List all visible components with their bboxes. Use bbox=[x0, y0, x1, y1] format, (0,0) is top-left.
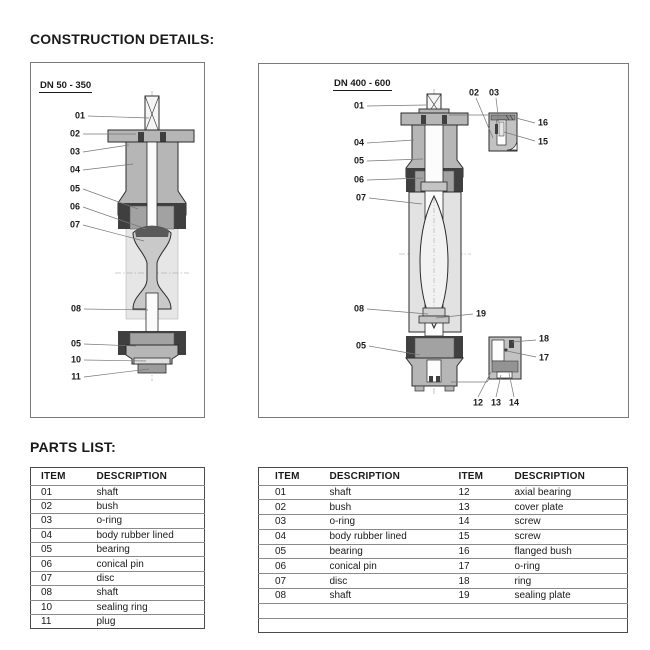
table-row bbox=[259, 515, 628, 530]
construction-details-title: CONSTRUCTION DETAILS: bbox=[30, 31, 215, 47]
table-cell: conical pin bbox=[316, 559, 459, 574]
table-row bbox=[259, 559, 628, 574]
table-cell: bush bbox=[316, 500, 459, 515]
table-cell: disc bbox=[316, 574, 459, 589]
table-row bbox=[259, 589, 628, 604]
callout-19: 19 bbox=[475, 308, 487, 319]
table-row bbox=[31, 557, 205, 571]
callout-06: 06 bbox=[69, 201, 81, 212]
diagram-dn50-350 bbox=[30, 62, 205, 418]
table-cell: 07 bbox=[31, 571, 88, 585]
callout-18: 18 bbox=[538, 333, 550, 344]
table-cell: 08 bbox=[259, 589, 316, 604]
inset-top-detail bbox=[489, 113, 517, 151]
column-header: DESCRIPTION bbox=[96, 470, 168, 482]
table-cell bbox=[459, 618, 514, 633]
table-row bbox=[31, 586, 205, 600]
table-cell: 04 bbox=[259, 529, 316, 544]
table-cell bbox=[259, 603, 316, 618]
table-cell: bearing bbox=[316, 544, 459, 559]
callout-04: 04 bbox=[353, 137, 365, 148]
table-row bbox=[259, 485, 628, 500]
upper-collar bbox=[421, 182, 447, 191]
table-cell: 04 bbox=[31, 528, 88, 542]
foot-right bbox=[445, 386, 454, 391]
callout-05: 05 bbox=[70, 338, 82, 349]
column-header: ITEM bbox=[275, 470, 300, 482]
table-cell: 03 bbox=[259, 515, 316, 530]
callout-01: 01 bbox=[353, 100, 365, 111]
callout-02: 02 bbox=[69, 128, 81, 139]
callout-14: 14 bbox=[508, 397, 520, 408]
table-cell: 17 bbox=[459, 559, 514, 574]
table-cell bbox=[316, 603, 459, 618]
table-cell: 10 bbox=[31, 600, 88, 614]
table-cell: 05 bbox=[259, 544, 316, 559]
table-cell: 13 bbox=[459, 500, 514, 515]
table-row bbox=[259, 529, 628, 544]
table-cell: 07 bbox=[259, 574, 316, 589]
callout-03: 03 bbox=[488, 87, 500, 98]
callout-08: 08 bbox=[70, 303, 82, 314]
callout-03: 03 bbox=[69, 146, 81, 157]
table-cell: axial bearing bbox=[514, 485, 628, 500]
table-cell: sealing plate bbox=[514, 589, 628, 604]
column-header: DESCRIPTION bbox=[514, 470, 586, 482]
table-header-row bbox=[259, 468, 628, 486]
table-cell: 01 bbox=[259, 485, 316, 500]
table-cell: plug bbox=[88, 615, 205, 629]
table-cell: body rubber lined bbox=[316, 529, 459, 544]
table-cell bbox=[514, 603, 628, 618]
table-cell: 03 bbox=[31, 514, 88, 528]
table-cell: 08 bbox=[31, 586, 88, 600]
table-row bbox=[31, 615, 205, 629]
table-cell: sealing ring bbox=[88, 600, 205, 614]
shaft-top bbox=[145, 96, 159, 132]
table-cell: 01 bbox=[31, 485, 88, 499]
table-cell bbox=[459, 603, 514, 618]
lower-bearing-seal bbox=[406, 336, 463, 358]
table-row bbox=[259, 574, 628, 589]
callout-17: 17 bbox=[538, 352, 550, 363]
table-cell: 15 bbox=[459, 529, 514, 544]
table-row bbox=[259, 500, 628, 515]
lower-collar bbox=[423, 308, 445, 316]
table-cell: conical pin bbox=[88, 557, 205, 571]
variant-label-dn400-600: DN 400 - 600 bbox=[334, 78, 391, 89]
table-cell: bush bbox=[88, 499, 205, 513]
callout-06: 06 bbox=[353, 174, 365, 185]
table-cell: 18 bbox=[459, 574, 514, 589]
callout-12: 12 bbox=[472, 397, 484, 408]
table-cell: cover plate bbox=[514, 500, 628, 515]
table-cell: 16 bbox=[459, 544, 514, 559]
table-cell: 12 bbox=[459, 485, 514, 500]
parts-table-dn400-600 bbox=[258, 467, 628, 633]
callout-05: 05 bbox=[355, 340, 367, 351]
table-cell: disc bbox=[88, 571, 205, 585]
table-cell: 19 bbox=[459, 589, 514, 604]
table-cell: flanged bush bbox=[514, 544, 628, 559]
table-cell: screw bbox=[514, 529, 628, 544]
table-row bbox=[259, 544, 628, 559]
callout-02: 02 bbox=[468, 87, 480, 98]
column-header: DESCRIPTION bbox=[329, 470, 401, 482]
parts-list-title: PARTS LIST: bbox=[30, 439, 116, 455]
table-row bbox=[259, 603, 628, 618]
table-row bbox=[259, 618, 628, 633]
table-cell: shaft bbox=[88, 485, 205, 499]
table-cell: screw bbox=[514, 515, 628, 530]
variant-label-dn50-350: DN 50 - 350 bbox=[40, 80, 92, 91]
callout-04: 04 bbox=[69, 164, 81, 175]
table-cell bbox=[514, 618, 628, 633]
table-row bbox=[31, 600, 205, 614]
column-header: ITEM bbox=[41, 470, 66, 482]
callout-15: 15 bbox=[537, 136, 549, 147]
table-row bbox=[31, 571, 205, 585]
table-cell: bearing bbox=[88, 543, 205, 557]
shaft-channel-upper bbox=[147, 142, 157, 234]
table-cell: o-ring bbox=[316, 515, 459, 530]
table-cell: shaft bbox=[316, 589, 459, 604]
bottom-seal-right bbox=[436, 376, 440, 382]
table-row bbox=[31, 528, 205, 542]
table-cell bbox=[259, 618, 316, 633]
inset-bottom-detail bbox=[489, 337, 521, 379]
table-cell: o-ring bbox=[88, 514, 205, 528]
table-cell: 02 bbox=[259, 500, 316, 515]
callout-10: 10 bbox=[70, 354, 82, 365]
callout-01: 01 bbox=[74, 110, 86, 121]
callout-11: 11 bbox=[71, 371, 81, 382]
top-flange bbox=[401, 109, 468, 125]
table-row bbox=[31, 514, 205, 528]
table-cell: 06 bbox=[259, 559, 316, 574]
top-flange bbox=[108, 130, 194, 142]
bottom-seal-left bbox=[429, 376, 433, 382]
table-cell: ring bbox=[514, 574, 628, 589]
diagram-dn400-600 bbox=[258, 63, 629, 418]
callout-05: 05 bbox=[69, 183, 81, 194]
table-cell: shaft bbox=[316, 485, 459, 500]
valve-drawing-dn400-600 bbox=[259, 64, 628, 417]
table-row bbox=[31, 499, 205, 513]
foot-left bbox=[415, 386, 424, 391]
callout-13: 13 bbox=[490, 397, 502, 408]
table-cell: body rubber lined bbox=[88, 528, 205, 542]
table-cell: 02 bbox=[31, 499, 88, 513]
shaft-lower bbox=[146, 293, 158, 335]
plug bbox=[138, 364, 166, 373]
table-cell: 05 bbox=[31, 543, 88, 557]
valve-drawing-dn50-350 bbox=[31, 63, 204, 417]
column-header: ITEM bbox=[458, 470, 484, 482]
table-cell bbox=[316, 618, 459, 633]
callout-16: 16 bbox=[537, 117, 549, 128]
table-cell: 11 bbox=[31, 615, 88, 629]
table-cell: shaft bbox=[88, 586, 205, 600]
table-row bbox=[31, 485, 205, 499]
table-cell: o-ring bbox=[514, 559, 628, 574]
callout-07: 07 bbox=[355, 192, 367, 203]
parts-table-dn50-350 bbox=[30, 467, 205, 629]
table-row bbox=[31, 543, 205, 557]
callout-07: 07 bbox=[69, 219, 81, 230]
table-cell: 14 bbox=[459, 515, 514, 530]
callout-05: 05 bbox=[353, 155, 365, 166]
table-cell: 06 bbox=[31, 557, 88, 571]
table-header-row bbox=[31, 468, 205, 486]
callout-08: 08 bbox=[353, 303, 365, 314]
